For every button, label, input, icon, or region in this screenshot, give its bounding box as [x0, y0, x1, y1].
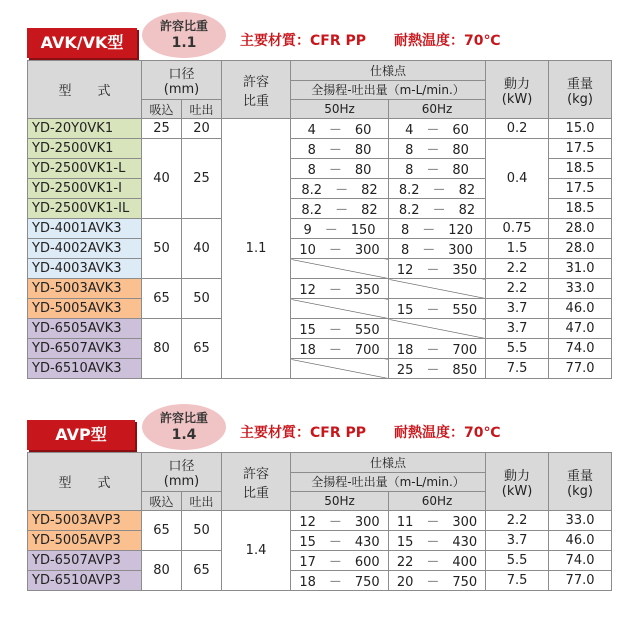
table-row — [28, 119, 612, 139]
avp-h-ratio-b: 比重 — [243, 485, 270, 501]
avp-h-power-b: (kW) — [501, 483, 533, 499]
power-cell: 5.5 — [486, 339, 549, 359]
hz50-cell: 18 － 750 — [291, 571, 389, 591]
hz60-cell: 8 － 80 — [389, 159, 486, 179]
avp-table — [27, 452, 612, 591]
model-cell: YD-4001AVK3 — [28, 219, 142, 239]
power-cell: 0.2 — [486, 119, 549, 139]
avp-h-spec: 仕様点 — [291, 453, 486, 473]
hz50-cell: 15 － 550 — [291, 319, 389, 339]
hz60-cell: 15 － 550 — [389, 299, 486, 319]
avk-h-spec: 仕様点 — [291, 61, 486, 81]
model-cell: YD-5005AVP3 — [28, 531, 142, 551]
power-cell: 3.7 — [486, 299, 549, 319]
avp-heat: 耐熱温度：70℃ — [394, 425, 501, 441]
power-cell: 5.5 — [486, 551, 549, 571]
weight-cell: 28.0 — [549, 219, 612, 239]
avk-h-weight — [549, 61, 612, 119]
hz50-cell: 18 － 700 — [291, 339, 389, 359]
model-cell: YD-6510AVP3 — [28, 571, 142, 591]
model-cell: YD-2500VK1-IL — [28, 199, 142, 219]
suction-cell: 65 — [142, 279, 182, 319]
table-row — [28, 219, 612, 239]
power-cell: 2.2 — [486, 279, 549, 299]
avk-type-badge: AVK/VK型 — [27, 28, 137, 58]
avk-h-ratio-b: 比重 — [243, 93, 270, 109]
weight-cell: 74.0 — [549, 551, 612, 571]
avp-h-suction: 吸込 — [142, 492, 182, 511]
model-cell: YD-2500VK1 — [28, 139, 142, 159]
avp-h-ratio — [222, 453, 291, 511]
discharge-cell: 50 — [182, 511, 222, 551]
model-cell: YD-6507AVP3 — [28, 551, 142, 571]
avk-h-50hz: 50Hz — [291, 100, 389, 119]
discharge-cell: 50 — [182, 279, 222, 319]
model-cell: YD-20Y0VK1 — [28, 119, 142, 139]
hz60-cell: 18 － 700 — [389, 339, 486, 359]
hz60-cell: 4 － 60 — [389, 119, 486, 139]
empty-slash-cell — [291, 259, 389, 279]
avk-h-discharge: 吐出 — [182, 100, 222, 119]
empty-slash-cell — [389, 279, 486, 299]
avk-h-power-a: 動力 — [504, 76, 531, 92]
avp-h-power-a: 動力 — [504, 468, 531, 484]
avk-h-60hz: 60Hz — [389, 100, 486, 119]
avp-h-bore — [142, 453, 222, 492]
hz50-cell: 17 － 600 — [291, 551, 389, 571]
table-row — [28, 531, 612, 551]
avk-h-bore-label: 口径 — [168, 67, 195, 82]
avk-header — [27, 10, 611, 60]
avp-h-bore-label: 口径 — [168, 459, 195, 474]
hz50-cell: 9 － 150 — [291, 219, 389, 239]
hz50-cell: 12 － 300 — [291, 511, 389, 531]
power-cell: 0.4 — [486, 139, 549, 219]
hz50-cell: 4 － 60 — [291, 119, 389, 139]
hz50-cell: 15 － 430 — [291, 531, 389, 551]
hz60-cell: 8.2 － 82 — [389, 179, 486, 199]
avk-h-weight-b: (kg) — [567, 91, 593, 107]
hz50-cell: 10 － 300 — [291, 239, 389, 259]
suction-cell: 50 — [142, 219, 182, 279]
avk-table — [27, 60, 612, 379]
avp-h-discharge: 吐出 — [182, 492, 222, 511]
avk-h-bore — [142, 61, 222, 100]
power-cell: 3.7 — [486, 531, 549, 551]
table-row — [28, 239, 612, 259]
weight-cell: 47.0 — [549, 319, 612, 339]
weight-cell: 28.0 — [549, 239, 612, 259]
weight-cell: 18.5 — [549, 159, 612, 179]
weight-cell: 17.5 — [549, 179, 612, 199]
table-row — [28, 511, 612, 531]
avp-h-bore-unit: (mm) — [163, 474, 200, 489]
weight-cell: 77.0 — [549, 571, 612, 591]
hz50-cell: 8 － 80 — [291, 139, 389, 159]
avk-h-ratio-a: 許容 — [243, 74, 270, 90]
hz50-cell: 8.2 － 82 — [291, 199, 389, 219]
hz60-cell: 11 － 300 — [389, 511, 486, 531]
avk-h-power-b: (kW) — [501, 91, 533, 107]
avp-ratio-title: 許容比重 — [159, 411, 208, 425]
discharge-cell: 25 — [182, 139, 222, 219]
ratio-cell: 1.1 — [222, 119, 291, 379]
avk-h-power — [486, 61, 549, 119]
table-row — [28, 551, 612, 571]
table-row — [28, 571, 612, 591]
power-cell: 2.2 — [486, 259, 549, 279]
hz60-cell: 8 － 80 — [389, 139, 486, 159]
hz60-cell: 12 － 350 — [389, 259, 486, 279]
weight-cell: 74.0 — [549, 339, 612, 359]
hz50-cell: 12 － 350 — [291, 279, 389, 299]
hz60-cell: 15 － 430 — [389, 531, 486, 551]
weight-cell: 33.0 — [549, 279, 612, 299]
avk-material: 主要材質：CFR PP — [240, 33, 367, 49]
power-cell: 7.5 — [486, 359, 549, 379]
model-cell: YD-4003AVK3 — [28, 259, 142, 279]
empty-slash-cell — [291, 359, 389, 379]
weight-cell: 18.5 — [549, 199, 612, 219]
power-cell: 1.5 — [486, 239, 549, 259]
avp-h-model: 型 式 — [28, 453, 142, 511]
avp-h-spec-sub: 全揚程-吐出量（m-L/min.） — [291, 472, 486, 492]
table-row — [28, 279, 612, 299]
avp-h-weight-a: 重量 — [567, 468, 594, 484]
avp-h-weight — [549, 453, 612, 511]
hz60-cell: 25 － 850 — [389, 359, 486, 379]
avk-h-weight-a: 重量 — [567, 76, 594, 92]
table-row — [28, 339, 612, 359]
avk-spec-line — [240, 30, 500, 50]
suction-cell: 40 — [142, 139, 182, 219]
avp-h-weight-b: (kg) — [567, 483, 593, 499]
discharge-cell: 20 — [182, 119, 222, 139]
avk-h-model: 型 式 — [28, 61, 142, 119]
weight-cell: 77.0 — [549, 359, 612, 379]
discharge-cell: 65 — [182, 319, 222, 379]
hz60-cell: 22 － 400 — [389, 551, 486, 571]
avp-h-50hz: 50Hz — [291, 492, 389, 511]
ratio-cell: 1.4 — [222, 511, 291, 591]
weight-cell: 46.0 — [549, 531, 612, 551]
hz60-cell: 8.2 － 82 — [389, 199, 486, 219]
weight-cell: 31.0 — [549, 259, 612, 279]
model-cell: YD-4002AVK3 — [28, 239, 142, 259]
avk-ratio-oval — [142, 12, 226, 58]
avk-section — [27, 10, 611, 379]
avp-ratio-oval — [142, 404, 226, 450]
suction-cell: 80 — [142, 551, 182, 591]
power-cell: 2.2 — [486, 511, 549, 531]
avp-section — [27, 402, 611, 591]
avp-type-badge: AVP型 — [27, 420, 135, 450]
avp-header — [27, 402, 611, 452]
hz50-cell: 8 － 80 — [291, 159, 389, 179]
discharge-cell: 40 — [182, 219, 222, 279]
avk-h-ratio — [222, 61, 291, 119]
hz60-cell: 20 － 750 — [389, 571, 486, 591]
avk-h-bore-unit: (mm) — [163, 82, 200, 97]
model-cell: YD-6505AVK3 — [28, 319, 142, 339]
empty-slash-cell — [389, 319, 486, 339]
avk-ratio-title: 許容比重 — [159, 19, 208, 33]
avp-h-60hz: 60Hz — [389, 492, 486, 511]
weight-cell: 17.5 — [549, 139, 612, 159]
avp-ratio-value: 1.4 — [171, 427, 197, 443]
avk-heat: 耐熱温度：70℃ — [394, 33, 501, 49]
avk-h-spec-sub: 全揚程-吐出量（m-L/min.） — [291, 80, 486, 100]
suction-cell: 65 — [142, 511, 182, 551]
avk-ratio-value: 1.1 — [171, 35, 197, 51]
table-row — [28, 319, 612, 339]
suction-cell: 25 — [142, 119, 182, 139]
avk-h-suction: 吸込 — [142, 100, 182, 119]
power-cell: 3.7 — [486, 319, 549, 339]
suction-cell: 80 — [142, 319, 182, 379]
weight-cell: 46.0 — [549, 299, 612, 319]
avp-material: 主要材質：CFR PP — [240, 425, 367, 441]
model-cell: YD-5003AVK3 — [28, 279, 142, 299]
hz60-cell: 8 － 120 — [389, 219, 486, 239]
model-cell: YD-5005AVK3 — [28, 299, 142, 319]
table-row — [28, 359, 612, 379]
table-row — [28, 259, 612, 279]
table-row — [28, 139, 612, 159]
model-cell: YD-6507AVK3 — [28, 339, 142, 359]
avp-h-ratio-a: 許容 — [243, 466, 270, 482]
hz50-cell: 8.2 － 82 — [291, 179, 389, 199]
table-row — [28, 299, 612, 319]
discharge-cell: 65 — [182, 551, 222, 591]
power-cell: 7.5 — [486, 571, 549, 591]
weight-cell: 33.0 — [549, 511, 612, 531]
model-cell: YD-2500VK1-L — [28, 159, 142, 179]
avp-h-power — [486, 453, 549, 511]
weight-cell: 15.0 — [549, 119, 612, 139]
empty-slash-cell — [291, 299, 389, 319]
model-cell: YD-6510AVK3 — [28, 359, 142, 379]
model-cell: YD-5003AVP3 — [28, 511, 142, 531]
model-cell: YD-2500VK1-I — [28, 179, 142, 199]
power-cell: 0.75 — [486, 219, 549, 239]
hz60-cell: 8 － 300 — [389, 239, 486, 259]
avp-spec-line — [240, 422, 500, 442]
